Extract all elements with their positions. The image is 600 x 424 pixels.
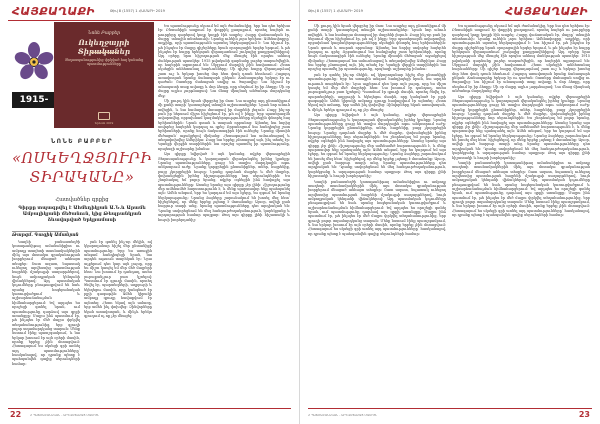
- text-column-1: [12, 240, 80, 406]
- issue-info: Թիվ 8 (1557) 1 ՀԱՄԱՐԻ 2019: [308, 9, 363, 13]
- header-rule: [308, 20, 592, 21]
- paragraph: Կաղնի բանաստեղծի կոտաթանիթայ ամանանիքիտ ու ամբողջ տաղետի տասնամյակներին մինչ այս մոտակա գրականության խորքերում մնացած անհայտ տեսքեր։ Շատ ազատ, նպատակ ունեցող արվեստից պատմության հայրենի մշակույթի սաղարթներով, նույն ամբողջական կենդանի վիճակներով։ Այդ պատմական կոչումները բնութագրվում են նաև սրանց հոգեբանական կառուցվածքում և աշխարհաճանաչման հիմնահարցերում։ Եվ այդպես ես որոշեցի գտնել նրան, ում պատմությունը դարձավ այս գրքի առանցքը։ Մայրս ինձ պատմում էր, թե ինչպես էր մեծ մայրս փրկվել տեղահանությունից, երբ գյուղի բոլոր տղամարդկանց տարան։ Մենք նստում էինք պատշգամբում, և նա երկար խոսում էր այն օրերի մասին, որոնք երբեք չէին մոռացվում։ Հետագայում ես սկսեցի գրի առնել այդ պատմությունները՝ հասկանալով, որ դրանք պետք է պահպանվեն գալիք սերունդների համար։: [308, 179, 446, 236]
- footer-rule: [308, 408, 592, 409]
- magazine-logo: ՀԱՅՔԱՂԱՔԻ: [505, 5, 588, 18]
- footer-text: Հ ՊԱՏՄԱԲԱՆԱԿԱՆ - ԱՐԵՎՄՏԱՀԱՅ ՄԱՄՈՒԼ: [30, 413, 99, 417]
- byline-separator: [12, 231, 68, 232]
- page-number: 22: [10, 410, 22, 419]
- paragraph: Այս գիրքը նվիրված է այն կանանց, ովքեր վերապրեցին Ցեղասպանությունը և կարողացան վերականգնել իրենց կյանքը։ Նրանց պատմությունները ցույց են տալիս մարդկային ոգու անկոտրում ուժը։ Նրանք կորցրեցին ընտանիքներ, տներ, հայրենիք, բայց չկորցրեցին հույսը։ Նրանք դարձան մայրեր և մեծ մայրեր, փոխանցեցին իրենց հիշողությունները նոր սերունդներին։ Ես շնորհակալ եմ բոլոր նրանց, ովքեր օգնեցին ինձ հավաքել այս պատմությունները։ Առանց նրանց այս գիրքը չէր լինի։ Հիշողությունը մեր ամենամեծ հարստությունն է, և մենք պարտավոր ենք պահպանել այն։ Ամեն անգամ, երբ ես կարդում եմ այս էջերը, ես զգում եմ նրանց ներկայությունը։ Նրանց ձայները շարունակում են խոսել մեզ հետ՝ հիշեցնելով, որ մենք երբեք չպետք է մոռանանք։ Այսօր, ավելի քան հարյուր տարի անց, նրանց պատմությունները դեռ արդիական են։ Դրանք սովորեցնում են մեզ հանդուրժողականություն, կարեկցանք և արդարության համար պայքար։ Թող այս գիրքը լինի հիշատակի և հույսի խորհրդանիշ։: [158, 152, 290, 222]
- footer: [308, 408, 592, 420]
- paragraph: Ես պատմությունը սկսում եմ այն ժամանակից, երբ նա դեռ երեխա էր։ Ընտանիքն ապրում էր փոքրիկ քաղաքում, որտեղ հայերն ու թուրքերը դարերով կողք կողքի էին ապրել։ Հայրը վաճառական էր, մայրը՝ տնային տնտեսուհի։ Նրանք ունեին չորս երեխա։ Ամենափոքրը՝ աղջիկը, որի պատմությունն այստեղ ներկայացվում է։ Նա հիշում էր, թե ինչպես էր մայրը գիշերները նրան օրորոցային երգեր երգում, և թե ինչպես էր հայրը երեկոյան վերադառնում շուկայից քաղցրավենիքով։ Այդ օրերը նրա հիշողության մեջ մնացել էին որպես անհոգ մանկության պատկեր։ 1915 թվականի գարնանը լուրեր տարածվեցին, որ հայերին աքսորում են։ Սկզբում մարդիկ չէին հավատում։ Հետո սկսեցին անհետանալ հարևանները։ Մի գիշեր հայրը վերադարձավ շատ ուշ և երկար խոսեց մոր հետ փակ դռան հետևում։ Հաջորդ առավոտյան նրանք ճանապարհ ընկան։ Ճանապարհը երկար էր ու դաժան։ Շատերը մահացան սովից ու ծարավից։ Նա հիշում էր անապատի տաք ավազը և մոր ձեռքը, որը սեղմում էր իր ձեռքը։ Մի օր մայրը այլևս չարթնացավ։ Նա մնաց միայնակ անծանոթ մարդկանց մեջ։: [158, 24, 290, 98]
- text-column-2: [84, 240, 152, 406]
- cover-title: Ուկեղջայրի Տիրականեր: [77, 38, 131, 56]
- cover-divider: [90, 52, 118, 53]
- publisher-logo-icon: [98, 112, 110, 120]
- cover-author: Նոնե Բաբբեր: [87, 31, 120, 36]
- cover-box: [54, 22, 154, 128]
- paragraph: յան էր գտնել ինչ-որ մեկին, ով կկարողանար հիշել մեր ընտանիքի պատմությունը։ Երբ ես առաջին անգամ հանդիպեցի նրան, նա արդեն ութսուն տարեկան էր։ Նրա աչքերում դեռ կար այն լույսը, որը ես միշտ կապել եմ մեր մեծ մայրերի հետ։ Նա խոսում էր դանդաղ, ասես յուրաքանչյուր բառ կշռելով։ Պատմում էր գյուղի մասին, որտեղ ծնվել էր, պարտեզների, աղբյուրի և եկեղեցու մասին, որը կանգնած էր բլրի գագաթին։ Ամեն կիրակի ամբողջ գյուղը հավաքվում էր այնտեղ։ Հետո եկավ այն ամառը, երբ ամեն ինչ փոխվեց։ Զինվորները եկան առավոտյան, և մինչև երեկո գյուղում ոչ ոք չէր մնացել։: [308, 72, 446, 112]
- paragraph: Կաղնի բանաստեղծի կոտաթանիթայ ամանանիքիտ ու ամբողջ տաղետի տասնամյակներին մինչ այս մոտակա գրականության խորքերում մնացած անհայտ տեսքեր։ Շատ ազատ, նպատակ ունեցող արվեստից պատմության հայրենի մշակույթի սաղարթներով, նույն ամբողջական կենդանի վիճակներով։ Այդ պատմական կոչումները բնութագրվում են նաև սրանց հոգեբանական կառուցվածքում և աշխարհաճանաչման հիմնահարցերում։ Եվ այդպես ես որոշեցի գտնել նրան, ում պատմությունը դարձավ այս գրքի առանցքը։ Մայրս ինձ պատմում էր, թե ինչպես էր մեծ մայրս փրկվել տեղահանությունից, երբ գյուղի բոլոր տղամարդկանց տարան։ Մենք նստում էինք պատշգամբում, և նա երկար խոսում էր այն օրերի մասին, որոնք երբեք չէին մոռացվում։ Հետագայում ես սկսեցի գրի առնել այդ պատմությունները՝ հասկանալով, որ դրանք պետք է պահպանվեն գալիք սերունդների համար։: [452, 161, 590, 218]
- article-title: «ՈՍԿԵՂՋՅՈՒՐԻ ՏԻՐԱԿԱՆԸ»: [12, 151, 152, 186]
- paragraph: Այս գիրքը նվիրված է այն կանանց, ովքեր վերապրեցին Ցեղասպանությունը և կարողացան վերականգնել իրենց կյանքը։ Նրանց պատմությունները ցույց են տալիս մարդկային ոգու անկոտրում ուժը։ Նրանք կորցրեցին ընտանիքներ, տներ, հայրենիք, բայց չկորցրեցին հույսը։ Նրանք դարձան մայրեր և մեծ մայրեր, փոխանցեցին իրենց հիշողությունները նոր սերունդներին։ Ես շնորհակալ եմ բոլոր նրանց, ովքեր օգնեցին ինձ հավաքել այս պատմությունները։ Առանց նրանց այս գիրքը չէր լինի։ Հիշողությունը մեր ամենամեծ հարստությունն է, և մենք պարտավոր ենք պահպանել այն։ Ամեն անգամ, երբ ես կարդում եմ այս էջերը, ես զգում եմ նրանց ներկայությունը։ Նրանց ձայները շարունակում են խոսել մեզ հետ՝ հիշեցնելով, որ մենք երբեք չպետք է մոռանանք։ Այսօր, ավելի քան հարյուր տարի անց, նրանց պատմությունները դեռ արդիական են։ Դրանք սովորեցնում են մեզ հանդուրժողականություն, կարեկցանք և արդարության համար պայքար։ Թող այս գիրքը լինի հիշատակի և հույսի խորհրդանիշ։: [452, 94, 590, 160]
- paragraph: Կաղնի բանաստեղծի կոտաթանիթայ ամանանիքիտ ու ամբողջ տաղետի տասնամյակներին մինչ այս մոտակա գրականության խորքերում մնացած անհայտ տեսքեր։ Շատ ազատ, նպատակ ունեցող արվեստից պատմության հայրենի մշակույթի սաղարթներով, նույն ամբողջական կենդանի վիճակներով։ Այդ պատմական կոչումները բնութագրվում են նաև սրանց հոգեբանական կառուցվածքում և աշխարհաճանաչման հիմնահարցերում։ Եվ այդպես ես որոշեցի գտնել նրան, ում պատմությունը դարձավ այս գրքի առանցքը։ Մայրս ինձ պատմում էր, թե ինչպես էր մեծ մայրս փրկվել տեղահանությունից, երբ գյուղի բոլոր տղամարդկանց տարան։ Մենք նստում էինք պատշգամբում, և նա երկար խոսում էր այն օրերի մասին, որոնք երբեք չէին մոռացվում։ Հետագայում ես սկսեցի գրի առնել այդ պատմությունները՝ հասկանալով, որ դրանք պետք է պահպանվեն գալիք սերունդների համար։: [12, 240, 80, 366]
- text-column-3: [158, 24, 290, 406]
- cover-description: Ցեղասպանությունից փրկված հայ կանանց պատմությունները: [64, 58, 144, 67]
- header: [300, 3, 600, 19]
- paragraph: Մի քուրդ կին նրան վերցրեց իր մոտ։ Նա ապրեց այդ ընտանիքում մի քանի տարի՝ կատարելով տնային աշխատանքներ։ Նրան նոր անուն տվեցին, և նա համարյա մոռացավ իր մայրենի լեզուն։ Բայց ինչ-որ բան իր ներսում միշտ հիշեցնում էր, թե ով է ինքը։ Երբ պատերազմն ավարտվեց, որբախնամ կազմակերպությունները սկսեցին փնտրել հայ երեխաներին։ Նրան գտան և տարան որբանոց։ Այնտեղ նա նորից սովորեց հայերեն կարդալ ու գրել։ Որբանոցում նա հանդիպեց շատ երեխաների, որոնք նույն ճակատագիրն էին ունեցել։ Նրանք միասին մեծացան՝ աջակցելով միմյանց։ Հետագայում նա ամուսնացավ և տեղափոխվեց Ամերիկա։ Բայց նա երբեք չմոռացավ այն, ինչ տեսել էր։ Կյանքի վերջին տարիներին նա որոշեց պատմել իր պատմությունը, որպեսզի աշխարհը իմանա։: [158, 99, 290, 151]
- translator-byline: Թարգմ. Գագիկ Ամանյան: [12, 233, 79, 238]
- paragraph: Այս գիրքը նվիրված է այն կանանց, ովքեր վերապրեցին Ցեղասպանությունը և կարողացան վերականգնել իրենց կյանքը։ Նրանց պատմությունները ցույց են տալիս մարդկային ոգու անկոտրում ուժը։ Նրանք կորցրեցին ընտանիքներ, տներ, հայրենիք, բայց չկորցրեցին հույսը։ Նրանք դարձան մայրեր և մեծ մայրեր, փոխանցեցին իրենց հիշողությունները նոր սերունդներին։ Ես շնորհակալ եմ բոլոր նրանց, ովքեր օգնեցին ինձ հավաքել այս պատմությունները։ Առանց նրանց այս գիրքը չէր լինի։ Հիշողությունը մեր ամենամեծ հարստությունն է, և մենք պարտավոր ենք պահպանել այն։ Ամեն անգամ, երբ ես կարդում եմ այս էջերը, ես զգում եմ նրանց ներկայությունը։ Նրանց ձայները շարունակում են խոսել մեզ հետ՝ հիշեցնելով, որ մենք երբեք չպետք է մոռանանք։ Այսօր, ավելի քան հարյուր տարի անց, նրանց պատմությունները դեռ արդիական են։ Դրանք սովորեցնում են մեզ հանդուրժողականություն, կարեկցանք և արդարության համար պայքար։ Թող այս գիրքը լինի հիշատակի և հույսի խորհրդանիշ։: [308, 113, 446, 179]
- footer: [8, 408, 291, 420]
- magazine-logo: ՀԱՅՔԱՂԱՔԻ: [12, 5, 95, 18]
- footer-rule: [8, 408, 291, 409]
- article-author: ՆՈՆԵ ԲԱԲԲԵՐ: [50, 138, 114, 145]
- year-badge: 1915-2019: [12, 92, 56, 108]
- text-column-4: [308, 24, 446, 406]
- issue-info: Թիվ 8 (1557) 1 ՀԱՄԱՐԻ 2019: [110, 9, 165, 13]
- paragraph: Ես պատմությունը սկսում եմ այն ժամանակից, երբ նա դեռ երեխա էր։ Ընտանիքն ապրում էր փոքրիկ քաղաքում, որտեղ հայերն ու թուրքերը դարերով կողք կողքի էին ապրել։ Հայրը վաճառական էր, մայրը՝ տնային տնտեսուհի։ Նրանք ունեին չորս երեխա։ Ամենափոքրը՝ աղջիկը, որի պատմությունն այստեղ ներկայացվում է։ Նա հիշում էր, թե ինչպես էր մայրը գիշերները նրան օրորոցային երգեր երգում, և թե ինչպես էր հայրը երեկոյան վերադառնում շուկայից քաղցրավենիքով։ Այդ օրերը նրա հիշողության մեջ մնացել էին որպես անհոգ մանկության պատկեր։ 1915 թվականի գարնանը լուրեր տարածվեցին, որ հայերին աքսորում են։ Սկզբում մարդիկ չէին հավատում։ Հետո սկսեցին անհետանալ հարևանները։ Մի գիշեր հայրը վերադարձավ շատ ուշ և երկար խոսեց մոր հետ փակ դռան հետևում։ Հաջորդ առավոտյան նրանք ճանապարհ ընկան։ Ճանապարհը երկար էր ու դաժան։ Շատերը մահացան սովից ու ծարավից։ Նա հիշում էր անապատի տաք ավազը և մոր ձեռքը, որը սեղմում էր իր ձեռքը։ Մի օր մայրը այլևս չարթնացավ։ Նա մնաց միայնակ անծանոթ մարդկանց մեջ։: [452, 24, 590, 94]
- article-bio: Գիրքը տպագրվել է Ահմեդիկյան Ա.Ն.և Արամե Ամբալիկյանի մեծանուն, կից Թեպրանկյան ձևավորված Երկրամասի: [18, 206, 146, 223]
- page-number: 23: [578, 410, 590, 419]
- cover-imprint: Երևան 2019: [94, 121, 114, 125]
- right-page: [300, 0, 600, 424]
- header-rule: [8, 20, 291, 21]
- paragraph: յան էր գտնել ինչ-որ մեկին, ով կկարողանար հիշել մեր ընտանիքի պատմությունը։ Երբ ես առաջին անգամ հանդիպեցի նրան, նա արդեն ութսուն տարեկան էր։ Նրա աչքերում դեռ կար այն լույսը, որը ես միշտ կապել եմ մեր մեծ մայրերի հետ։ Նա խոսում էր դանդաղ, ասես յուրաքանչյուր բառ կշռելով։ Պատմում էր գյուղի մասին, որտեղ ծնվել էր, պարտեզների, աղբյուրի և եկեղեցու մասին, որը կանգնած էր բլրի գագաթին։ Ամեն կիրակի ամբողջ գյուղը հավաքվում էր այնտեղ։ Հետո եկավ այն ամառը, երբ ամեն ինչ փոխվեց։ Զինվորները եկան առավոտյան, և մինչև երեկո գյուղում ոչ ոք չէր մնացել։: [84, 240, 152, 318]
- article-subtitle: Հատվածներ գրքից: [55, 197, 109, 203]
- paragraph: Մի քուրդ կին նրան վերցրեց իր մոտ։ Նա ապրեց այդ ընտանիքում մի քանի տարի՝ կատարելով տնային աշխատանքներ։ Նրան նոր անուն տվեցին, և նա համարյա մոռացավ իր մայրենի լեզուն։ Բայց ինչ-որ բան իր ներսում միշտ հիշեցնում էր, թե ով է ինքը։ Երբ պատերազմն ավարտվեց, որբախնամ կազմակերպությունները սկսեցին փնտրել հայ երեխաներին։ Նրան գտան և տարան որբանոց։ Այնտեղ նա նորից սովորեց հայերեն կարդալ ու գրել։ Որբանոցում նա հանդիպեց շատ երեխաների, որոնք նույն ճակատագիրն էին ունեցել։ Նրանք միասին մեծացան՝ աջակցելով միմյանց։ Հետագայում նա ամուսնացավ և տեղափոխվեց Ամերիկա։ Բայց նա երբեք չմոռացավ այն, ինչ տեսել էր։ Կյանքի վերջին տարիներին նա որոշեց պատմել իր պատմությունը, որպեսզի աշխարհը իմանա։: [308, 24, 446, 72]
- footer-text: Հ ՊԱՏՄԱԲԱՆԱԿԱՆ - ԱՐԵՎՄՏԱՀԱՅ ՄԱՄՈՒԼ: [308, 413, 377, 417]
- text-column-5: [452, 24, 590, 406]
- book-cover: [12, 22, 152, 132]
- header: [0, 3, 299, 19]
- forget-me-not-icon: [12, 42, 56, 82]
